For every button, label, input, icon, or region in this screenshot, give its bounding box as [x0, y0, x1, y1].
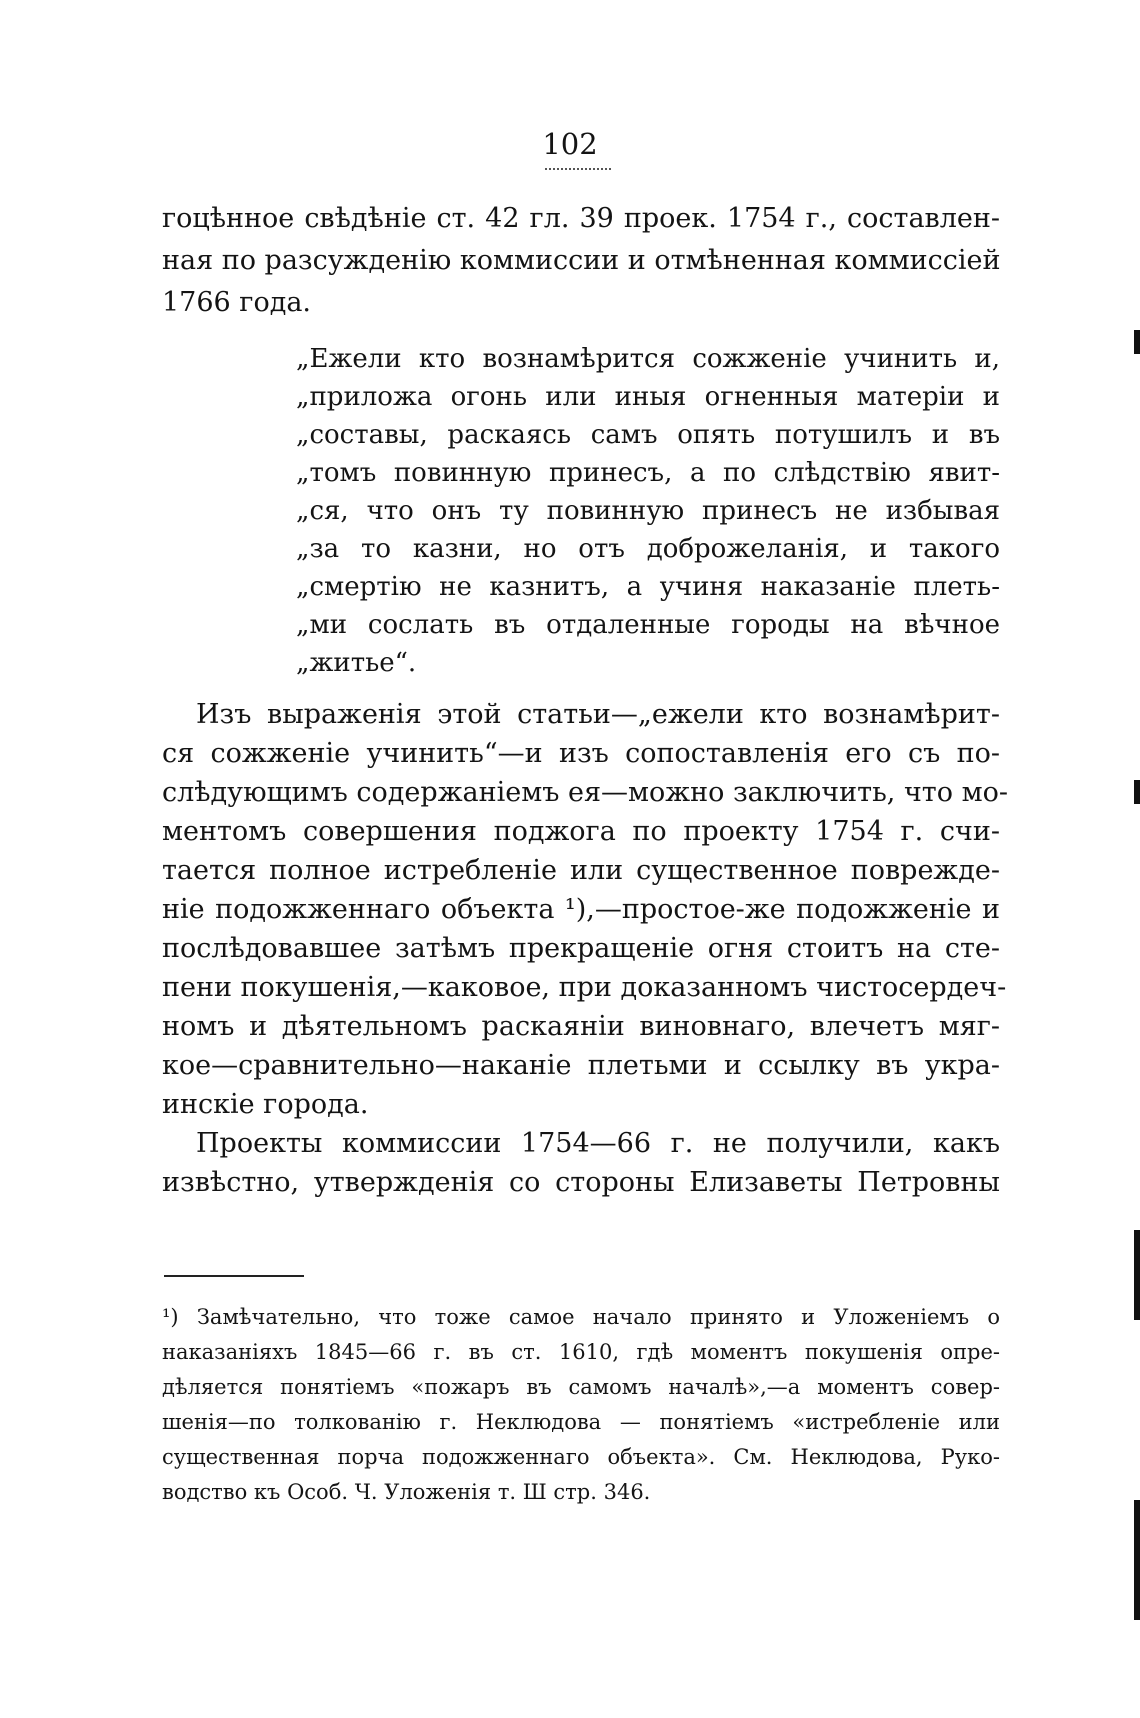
- paragraph-line: инскіе города.: [162, 1089, 369, 1120]
- paragraph-line: извѣстно, утвержденія со стороны Елизаветы Петровны: [162, 1167, 1000, 1198]
- paragraph-line: пени покушенія,—каковое, при доказанномъ чистосердеч-: [162, 972, 1007, 1003]
- footnote-line: ¹) Замѣчательно, что тоже самое начало принято и Уложеніемъ о: [162, 1305, 1000, 1329]
- footnote-line: существенная порча подожженнаго объекта». См. Неклюдова, Руко-: [162, 1445, 1000, 1469]
- top-paragraph: [162, 198, 1000, 324]
- text-line: гоцѣнное свѣдѣніе ст. 42 гл. 39 проек. 1754 г., составлен-: [162, 203, 1000, 234]
- body-text: [162, 695, 1008, 1202]
- paragraph-line: кое—сравнительно—наканіе плетьми и ссылку въ укра-: [162, 1050, 1000, 1081]
- quote-line: „приложа огонь или иныя огненныя матеріи и: [296, 382, 1000, 412]
- text-line: 1766 года.: [162, 287, 312, 318]
- footnote-line: водство къ Особ. Ч. Уложенія т. Ш стр. 346.: [162, 1480, 651, 1504]
- scan-edge-mark: [1134, 1500, 1140, 1620]
- quoted-article: [296, 340, 1000, 682]
- scan-edge-mark: [1134, 330, 1140, 354]
- paragraph-line: ся сожженіе учинить“—и изъ сопоставленія его съ по-: [162, 738, 1000, 769]
- paragraph-line: послѣдовавшее затѣмъ прекращеніе огня стоитъ на сте-: [162, 933, 1000, 964]
- page-number-underline: [545, 168, 611, 170]
- paragraph-line: Изъ выраженія этой статьи—„ежели кто вознамѣрит-: [196, 699, 1000, 730]
- footnote-separator: [164, 1275, 304, 1277]
- quote-line: „смертію не казнитъ, а учиня наказаніе плеть-: [296, 572, 1000, 602]
- footnote-line: наказаніяхъ 1845—66 г. въ ст. 1610, гдѣ моментъ покушенія опре-: [162, 1340, 1000, 1364]
- quote-line: „за то казни, но отъ доброжеланія, и такого: [296, 534, 1000, 564]
- footnote: [162, 1300, 1000, 1510]
- quote-line: „ся, что онъ ту повинную принесъ не избывая: [296, 496, 1000, 526]
- paragraph-line: номъ и дѣятельномъ раскаяніи виновнаго, влечетъ мяг-: [162, 1011, 1000, 1042]
- paragraph-line: слѣдующимъ содержаніемъ ея—можно заключить, что мо-: [162, 777, 1008, 808]
- quote-line: „составы, раскаясь самъ опять потушилъ и въ: [296, 420, 1000, 450]
- quote-line: „томъ повинную принесъ, а по слѣдствію явит-: [296, 458, 1000, 488]
- quote-line: „ми сослать въ отдаленные городы на вѣчное: [296, 610, 1000, 640]
- footnote-line: шенія—по толкованію г. Неклюдова — понятіемъ «истребленіе или: [162, 1410, 1000, 1434]
- quote-line: „Ежели кто вознамѣрится сожженіе учинить и,: [296, 344, 1000, 374]
- paragraph-line: ніе подожженнаго объекта ¹),—простое-же подожженіе и: [162, 894, 1000, 925]
- paragraph-line: тается полное истребленіе или существенное поврежде-: [162, 855, 1000, 886]
- paragraph-line: ментомъ совершения поджога по проекту 1754 г. счи-: [162, 816, 1000, 847]
- paragraph-line: Проекты коммиссии 1754—66 г. не получили, какъ: [196, 1128, 1000, 1159]
- scan-edge-mark: [1134, 780, 1140, 804]
- text-line: ная по разсужденію коммиссии и отмѣненная коммиссіей: [162, 245, 1001, 276]
- scan-edge-mark: [1134, 1230, 1140, 1320]
- quote-line: „житье“.: [296, 648, 417, 678]
- page-number: 102: [542, 127, 598, 161]
- footnote-line: дѣляется понятіемъ «пожаръ въ самомъ началѣ»,—а моментъ совер-: [162, 1375, 1000, 1399]
